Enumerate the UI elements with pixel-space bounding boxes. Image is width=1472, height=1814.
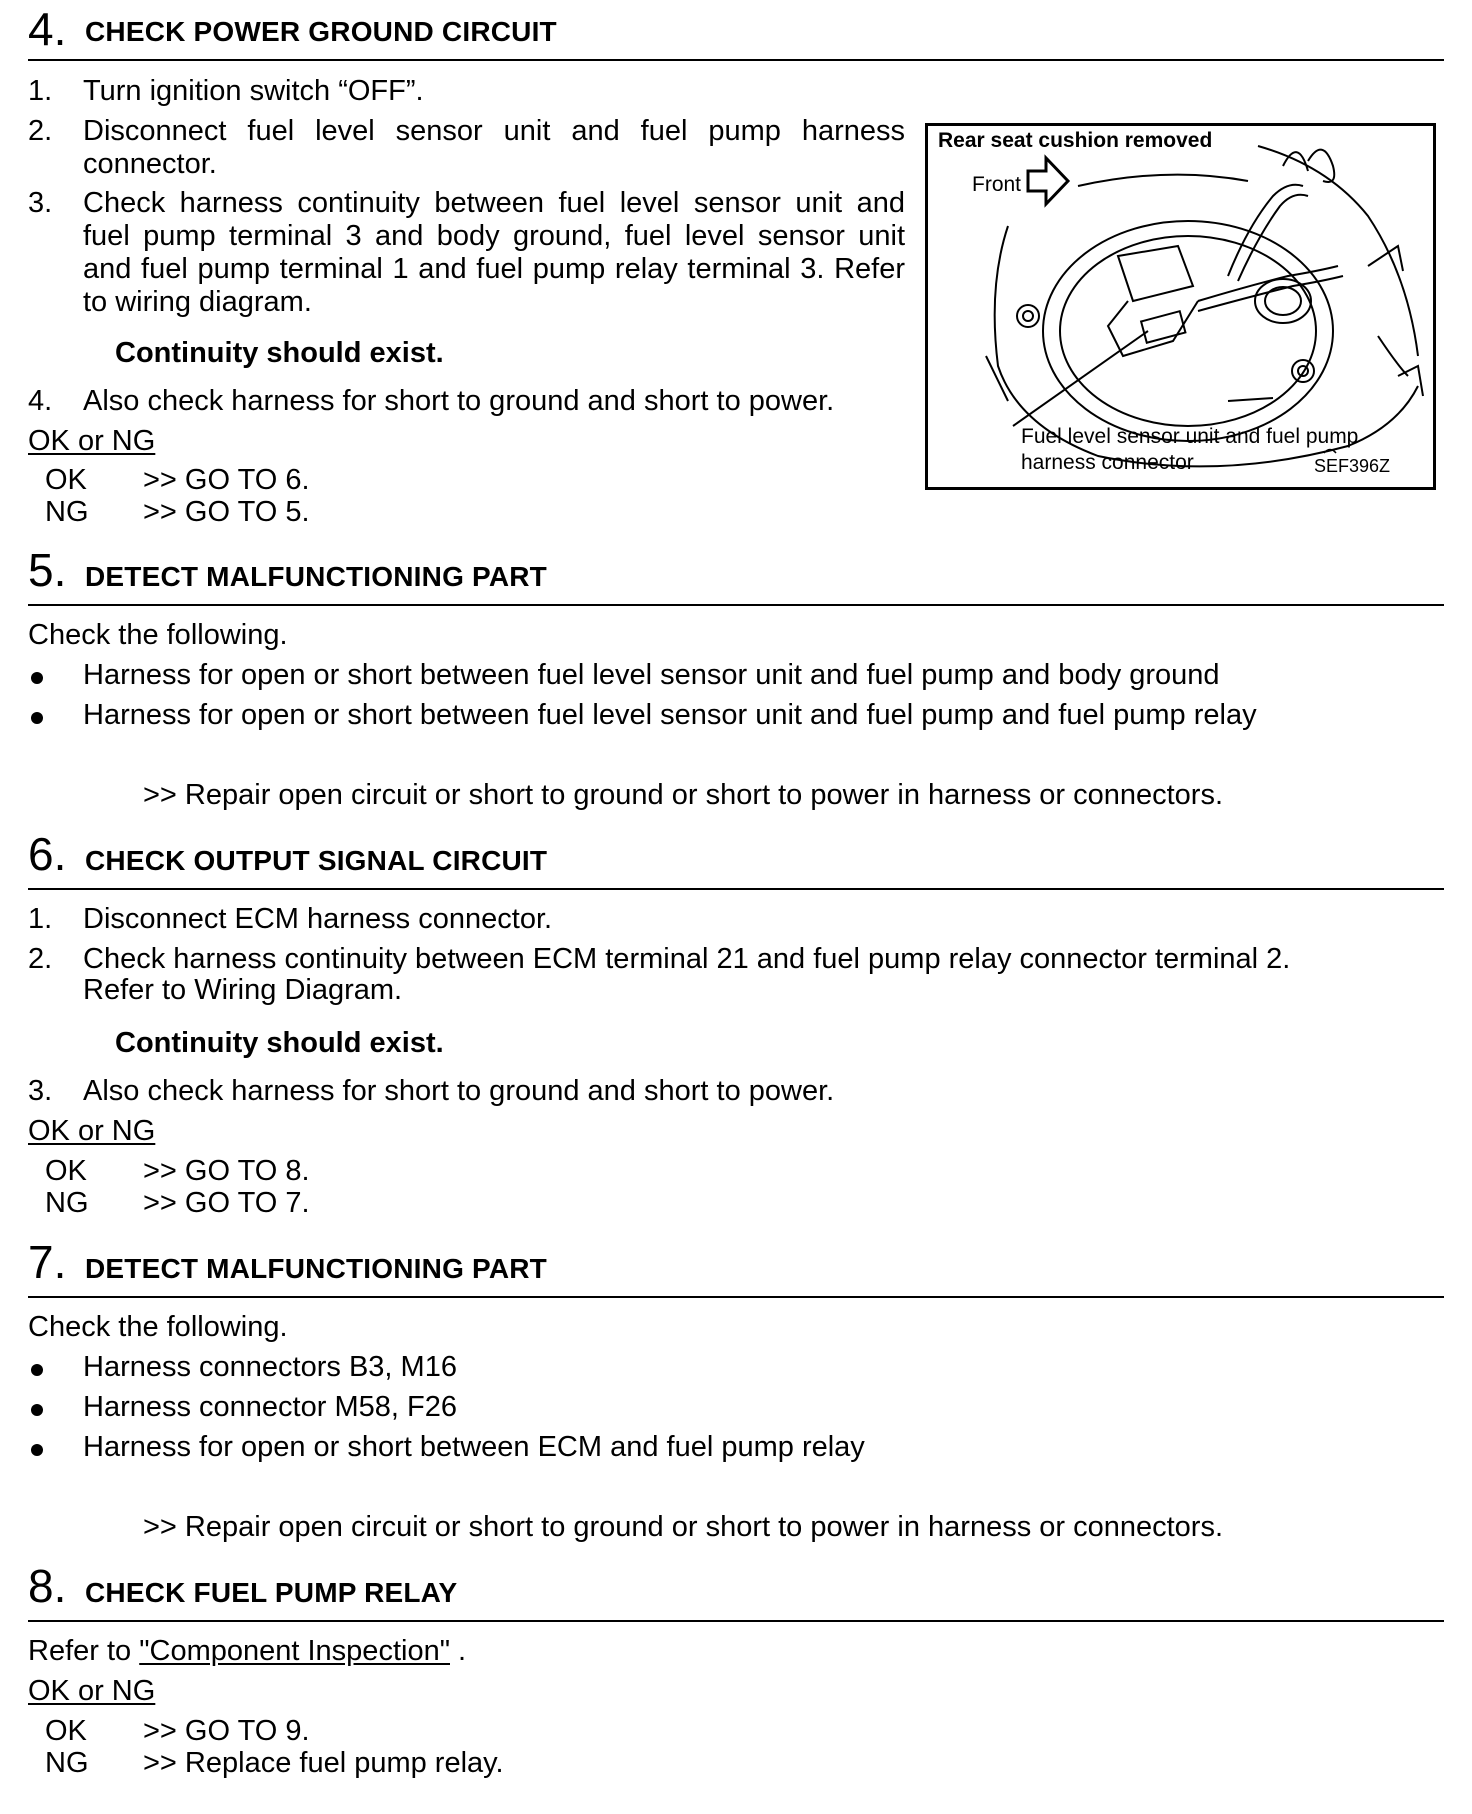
refer-suffix: . xyxy=(450,1635,467,1667)
result-key: OK xyxy=(45,1715,87,1747)
step-number: 3. xyxy=(28,187,53,219)
step-number: 1. xyxy=(28,903,53,935)
section-4-title: CHECK POWER GROUND CIRCUIT xyxy=(85,16,557,47)
section-5-divider xyxy=(28,604,1444,606)
step-text: Check harness continuity between fuel level sensor unit and fuel pump terminal 3 and body ground, fuel level sensor unit and fuel pump terminal 1 and fuel pump relay terminal 3. Refer to wiring diagram. xyxy=(83,187,905,318)
section-8-title: CHECK FUEL PUMP RELAY xyxy=(85,1577,458,1608)
step-number: 2. xyxy=(28,115,53,147)
ok-or-ng-label: OK or NG xyxy=(28,1675,156,1707)
section-6-divider xyxy=(28,888,1444,890)
bullet-dot xyxy=(31,1444,43,1456)
result-key: NG xyxy=(45,1187,89,1219)
step-text: Also check harness for short to ground and short to power. xyxy=(83,385,835,417)
section-4-divider xyxy=(28,59,1444,61)
result-action: >> GO TO 6. xyxy=(143,464,310,496)
section-4-number: 4. xyxy=(28,3,67,55)
result-key: NG xyxy=(45,1747,89,1779)
step-number: 2. xyxy=(28,943,53,975)
result-key: NG xyxy=(45,496,89,528)
step-text: Disconnect fuel level sensor unit and fuel pump harness connector. xyxy=(83,115,905,180)
section-5-number: 5. xyxy=(28,544,67,596)
bullet-text: Harness for open or short between fuel level sensor unit and fuel pump and body ground xyxy=(83,659,1220,691)
section-8-divider xyxy=(28,1620,1444,1622)
check-intro: Check the following. xyxy=(28,1311,288,1343)
step-text: Check harness continuity between ECM terminal 21 and fuel pump relay connector terminal 2. xyxy=(83,943,1291,975)
step-text: Refer to Wiring Diagram. xyxy=(83,974,403,1006)
step-text: Also check harness for short to ground and short to power. xyxy=(83,1075,835,1107)
bullet-dot xyxy=(31,672,43,684)
step-text: Disconnect ECM harness connector. xyxy=(83,903,553,935)
result-key: OK xyxy=(45,1155,87,1187)
step-number: 1. xyxy=(28,75,53,107)
section-7-divider xyxy=(28,1296,1444,1298)
section-8-number: 8. xyxy=(28,1560,67,1612)
result-action: >> GO TO 9. xyxy=(143,1715,310,1747)
bullet-dot xyxy=(31,712,43,724)
figure-code: SEF396Z xyxy=(1314,456,1391,476)
continuity-note: Continuity should exist. xyxy=(115,1027,444,1059)
bullet-dot xyxy=(31,1364,43,1376)
figure-title: Rear seat cushion removed xyxy=(938,129,1213,152)
section-5-title: DETECT MALFUNCTIONING PART xyxy=(85,561,547,592)
continuity-note: Continuity should exist. xyxy=(115,337,444,369)
section-6-number: 6. xyxy=(28,828,67,880)
repair-action: >> Repair open circuit or short to ground or short to power in harness or connectors. xyxy=(143,779,1224,811)
front-label: Front xyxy=(972,173,1022,196)
result-action: >> Replace fuel pump relay. xyxy=(143,1747,504,1779)
step-text: Turn ignition switch “OFF”. xyxy=(83,75,424,107)
bullet-dot xyxy=(31,1404,43,1416)
fuel-sensor-figure xyxy=(925,123,1436,490)
step-number: 4. xyxy=(28,385,53,417)
section-6-title: CHECK OUTPUT SIGNAL CIRCUIT xyxy=(85,845,548,876)
figure-caption: harness connector xyxy=(1021,451,1194,474)
figure-caption: Fuel level sensor unit and fuel pump xyxy=(1021,425,1359,448)
result-key: OK xyxy=(45,464,87,496)
ok-or-ng-label: OK or NG xyxy=(28,425,156,457)
step-number: 3. xyxy=(28,1075,53,1107)
section-7-number: 7. xyxy=(28,1236,67,1288)
refer-prefix: Refer to xyxy=(28,1635,140,1667)
ok-or-ng-label: OK or NG xyxy=(28,1115,156,1147)
section-7-title: DETECT MALFUNCTIONING PART xyxy=(85,1253,547,1284)
result-action: >> GO TO 7. xyxy=(143,1187,310,1219)
bullet-text: Harness connectors B3, M16 xyxy=(83,1351,457,1383)
result-action: >> GO TO 5. xyxy=(143,496,310,528)
component-inspection-link[interactable]: "Component Inspection" xyxy=(139,1635,450,1667)
repair-action: >> Repair open circuit or short to ground or short to power in harness or connectors. xyxy=(143,1511,1224,1543)
bullet-text: Harness connector M58, F26 xyxy=(83,1391,457,1423)
check-intro: Check the following. xyxy=(28,619,288,651)
result-action: >> GO TO 8. xyxy=(143,1155,310,1187)
refer-line xyxy=(28,1635,466,1668)
bullet-text: Harness for open or short between fuel level sensor unit and fuel pump and fuel pump relay xyxy=(83,699,1257,731)
bullet-text: Harness for open or short between ECM and fuel pump relay xyxy=(83,1431,865,1463)
